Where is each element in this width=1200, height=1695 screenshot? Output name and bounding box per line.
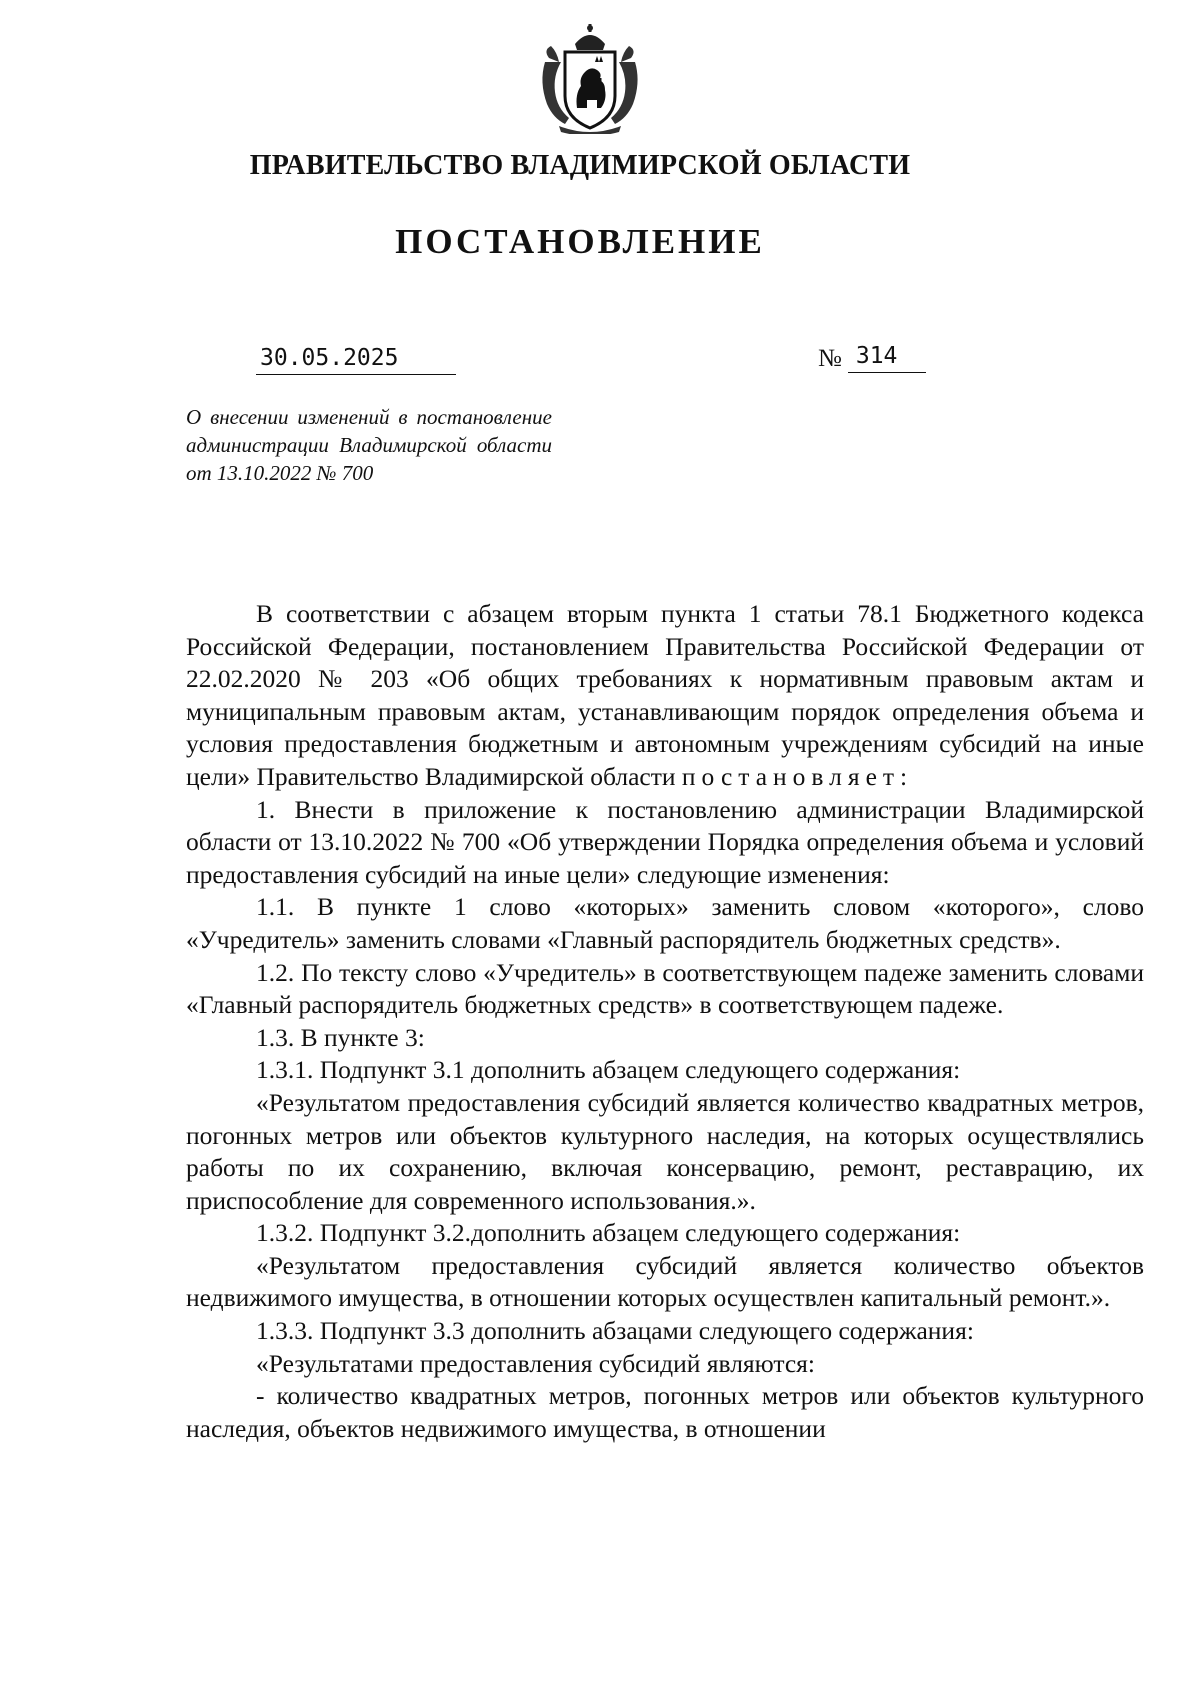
organization-name: ПРАВИТЕЛЬСТВО ВЛАДИМИРСКОЙ ОБЛАСТИ (249, 150, 911, 181)
document-body (186, 598, 1144, 1445)
paragraph-1-3-2-quote: «Результатом предоставления субсидий является количество объектов недвижимого имущества, в отношении которых осуществлен капитальный ремонт.». (186, 1250, 1144, 1313)
number-sign: № (818, 345, 842, 372)
document-subject: О внесении изменений в постановление администрации Владимирской области от 13.10.2022 № 700 (186, 405, 552, 485)
paragraph-1-3: 1.3. В пункте 3: (256, 1022, 425, 1052)
document-type-title: ПОСТАНОВЛЕНИЕ (395, 222, 765, 261)
coat-of-arms-icon (535, 22, 645, 134)
paragraph-1-1: 1.1. В пункте 1 слово «которых» заменить словом «которого», слово «Учредитель» заменить словами «Главный распорядитель бюджетных средств». (186, 892, 1144, 954)
paragraph-1-3-3: 1.3.3. Подпункт 3.3 дополнить абзацами следующего содержания: (256, 1316, 974, 1346)
document-date: 30.05.2025 (256, 345, 456, 375)
paragraph-1-3-1: 1.3.1. Подпункт 3.1 дополнить абзацем следующего содержания: (256, 1055, 961, 1085)
paragraph-1-2: 1.2. По тексту слово «Учредитель» в соответствующем падеже заменить словами «Главный распорядитель бюджетных средств» в соответствующем падеже. (186, 957, 1144, 1020)
paragraph-1-3-3-list-item: - количество квадратных метров, погонных метров или объектов культурного наследия, объектов недвижимого имущества, в отношении (186, 1381, 1144, 1443)
paragraph-1-3-1-quote: «Результатом предоставления субсидий является количество квадратных метров, погонных метров или объектов культурного наследия, на которых осуществлялись работы по их сохранению, включая консервацию, ремонт, реставрацию, их приспособление для современного использования.». (186, 1087, 1144, 1215)
preamble-paragraph (186, 598, 1144, 794)
decree-word: постановляет: (681, 761, 914, 791)
preamble-text: В соответствии с абзацем вторым пункта 1 статьи 78.1 Бюджетного кодекса Российской Федерации, постановлением Правительства Российской Федерации от 22.02.2020 № 203 «Об общих требованиях к нормативным правовым актам и муниципальным правовым актам, устанавливающим порядок определения объема и условия предоставления бюджетным и автономным учреждениям субсидий на иные цели» Правительство Владимирской области (186, 599, 1144, 791)
paragraph-1: 1. Внести в приложение к постановлению администрации Владимирской области от 13.10.2022 № 700 «Об утверждении Порядка определения объема и условий предоставления субсидий на иные цели» следующие изменения: (186, 794, 1144, 889)
document-number (818, 343, 926, 373)
paragraph-1-3-3-quote: «Результатами предоставления субсидий являются: (256, 1348, 815, 1378)
number-value: 314 (848, 343, 926, 373)
paragraph-1-3-2: 1.3.2. Подпункт 3.2.дополнить абзацем следующего содержания: (256, 1218, 961, 1248)
